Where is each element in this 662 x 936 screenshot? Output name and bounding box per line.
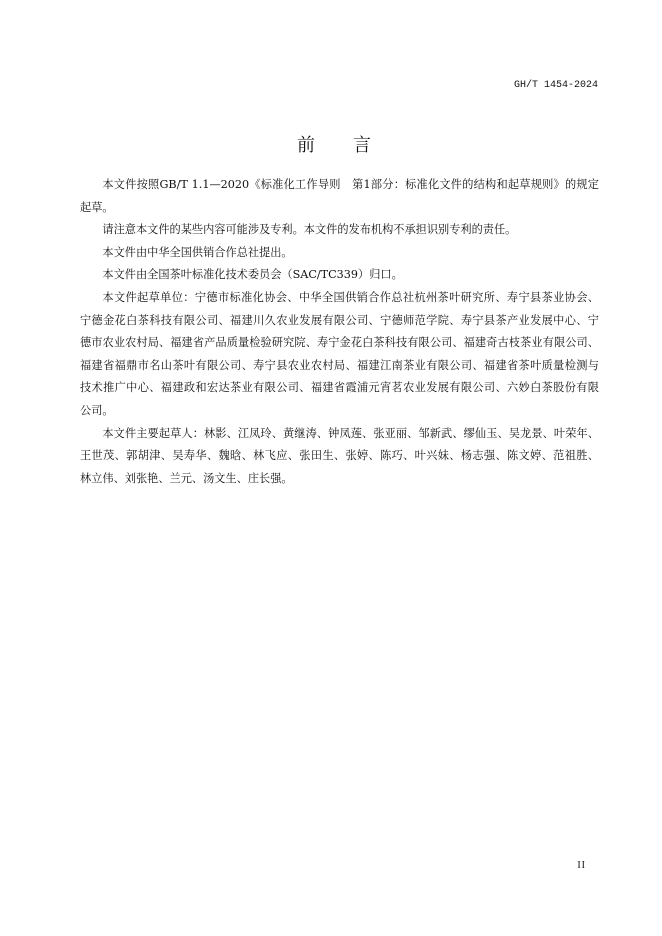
paragraph-line: 请注意本文件的某些内容可能涉及专利。本文件的发布机构不承担识别专利的责任。 <box>102 223 517 237</box>
paragraph-proposer <box>80 242 599 265</box>
page-title-text: 前言 <box>297 135 409 156</box>
paragraph-committee <box>80 264 599 287</box>
paragraph-drafting-rules <box>80 174 599 219</box>
page-title <box>0 134 662 158</box>
document-code: GH/T 1454-2024 <box>513 80 598 91</box>
paragraph-line: 技术推广中心、福建政和宏达茶业有限公司、福建省霞浦元宵茗农业发展有限公司、六妙白茶股份有限 <box>80 381 599 395</box>
foreword-body <box>80 174 599 490</box>
paragraph-line: 本文件按照GB/T 1.1—2020《标准化工作导则 第1部分：标准化文件的结构和起草规则》的规定 <box>102 178 599 191</box>
paragraph-line: 本文件主要起草人：林影、江凤玲、黄继涛、钟凤莲、张亚丽、邹新武、缪仙玉、吴龙景、叶荣年、 <box>102 426 599 440</box>
paragraph-patent-notice <box>80 219 599 242</box>
page-number: II <box>577 860 586 871</box>
paragraph-line: 德市农业农村局、福建省产品质量检验研究院、寿宁金花白茶科技有限公司、福建奇古枝茶业有限公司、 <box>80 336 599 350</box>
paragraph-line: 公司。 <box>80 403 114 417</box>
paragraph-line: 福建省福鼎市名山茶叶有限公司、寿宁县农业农村局、福建江南茶业有限公司、福建省茶叶质量检测与 <box>80 358 599 372</box>
paragraph-line: 王世茂、郭胡津、吴寿华、魏晗、林飞应、张田生、张婷、陈巧、叶兴妹、杨志强、陈文婷、范祖胜、 <box>80 449 599 463</box>
paragraph-line: 起草。 <box>80 200 114 214</box>
paragraph-drafters <box>80 423 599 491</box>
paragraph-line: 林立伟、刘张艳、兰元、汤文生、庄长强。 <box>80 471 293 485</box>
paragraph-line: 本文件由全国茶叶标准化技术委员会（SAC/TC339）归口。 <box>102 268 403 282</box>
paragraph-drafting-units <box>80 287 599 423</box>
paragraph-line: 本文件起草单位：宁德市标准化协会、中华全国供销合作总社杭州茶叶研究所、寿宁县茶业协会、 <box>102 290 599 304</box>
paragraph-line: 本文件由中华全国供销合作总社提出。 <box>102 245 293 259</box>
paragraph-line: 宁德金花白茶科技有限公司、福建川久农业发展有限公司、宁德师范学院、寿宁县茶产业发展中心、宁 <box>80 313 599 327</box>
